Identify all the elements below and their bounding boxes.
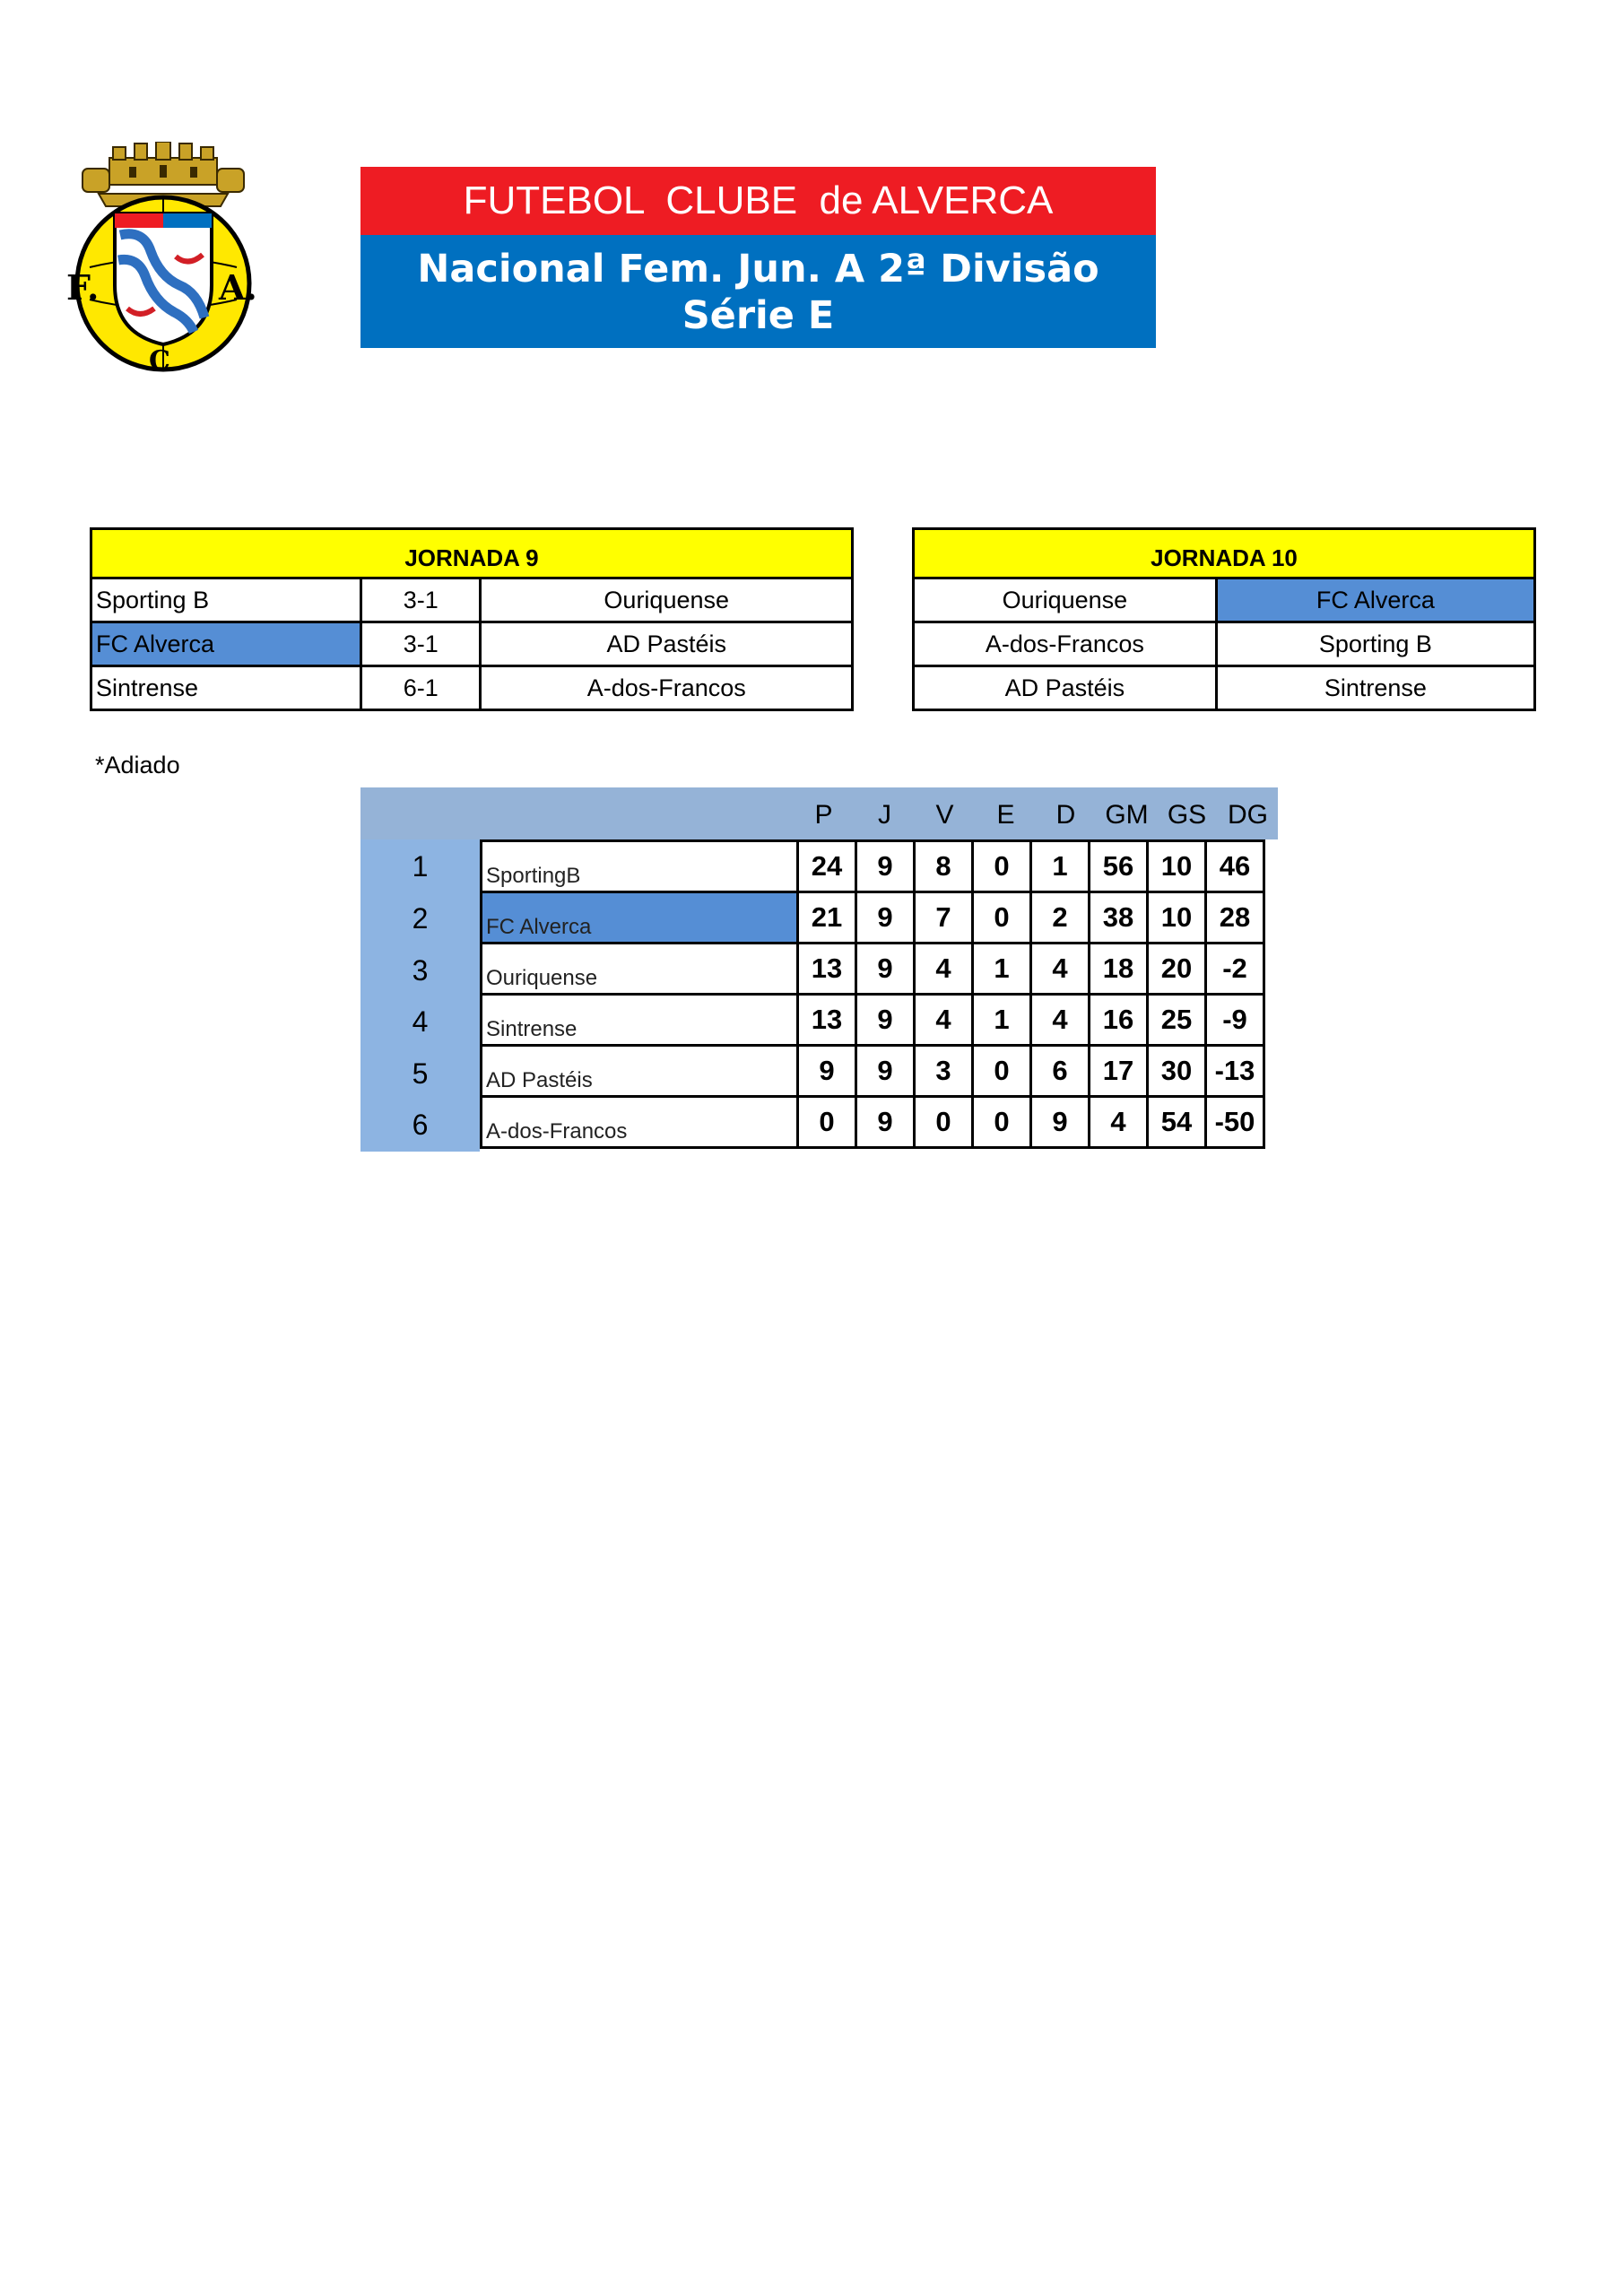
goals-for: 18: [1090, 944, 1148, 995]
away-team: Sintrense: [1216, 666, 1534, 710]
wins: 8: [915, 841, 973, 892]
losses: 9: [1031, 1097, 1090, 1148]
column-header-e: E: [996, 800, 1015, 830]
jornada-10-table: [912, 527, 1536, 711]
goals-against: 25: [1148, 995, 1206, 1046]
losses: 4: [1031, 995, 1090, 1046]
rank-4: 4: [412, 1005, 429, 1038]
fixture-row: [914, 622, 1535, 666]
goals-against: 10: [1148, 841, 1206, 892]
home-team: Sporting B: [91, 578, 361, 622]
points: 13: [798, 944, 856, 995]
played: 9: [856, 1097, 915, 1148]
draws: 1: [973, 944, 1031, 995]
rank-2: 2: [412, 902, 429, 935]
losses: 4: [1031, 944, 1090, 995]
losses: 1: [1031, 841, 1090, 892]
series-name: Série E: [682, 293, 835, 338]
home-team: AD Pastéis: [914, 666, 1217, 710]
match-score: 3-1: [361, 622, 481, 666]
goal-difference: 46: [1206, 841, 1264, 892]
match-row: [91, 622, 853, 666]
rank-6: 6: [412, 1109, 429, 1141]
wins: 4: [915, 995, 973, 1046]
points: 21: [798, 892, 856, 944]
column-header-dg: DG: [1228, 800, 1268, 830]
points: 24: [798, 841, 856, 892]
wins: 7: [915, 892, 973, 944]
draws: 0: [973, 892, 1031, 944]
losses: 6: [1031, 1046, 1090, 1097]
team-name: Ouriquense: [482, 944, 798, 995]
draws: 0: [973, 841, 1031, 892]
goal-difference: 28: [1206, 892, 1264, 944]
home-team: Ouriquense: [914, 578, 1217, 622]
points: 0: [798, 1097, 856, 1148]
standings-grid: [480, 839, 1265, 1149]
goals-for: 38: [1090, 892, 1148, 944]
jornada-10-title: JORNADA 10: [914, 529, 1535, 578]
draws: 0: [973, 1097, 1031, 1148]
goals-against: 10: [1148, 892, 1206, 944]
competition-name: Nacional Fem. Jun. A 2ª Divisão: [417, 247, 1099, 291]
goals-for: 16: [1090, 995, 1148, 1046]
team-name: A-dos-Francos: [482, 1097, 798, 1148]
away-team: FC Alverca: [1216, 578, 1534, 622]
draws: 1: [973, 995, 1031, 1046]
match-score: 6-1: [361, 666, 481, 710]
goal-difference: -9: [1206, 995, 1264, 1046]
standings-rank-column: [360, 839, 480, 1152]
rank-1: 1: [412, 850, 429, 883]
column-header-p: P: [814, 800, 833, 830]
rank-3: 3: [412, 954, 429, 987]
home-team: A-dos-Francos: [914, 622, 1217, 666]
fixture-row: [914, 578, 1535, 622]
jornada-9-title: JORNADA 9: [91, 529, 853, 578]
column-header-v: V: [935, 800, 954, 830]
goals-for: 17: [1090, 1046, 1148, 1097]
goal-difference: -50: [1206, 1097, 1264, 1148]
team-name: AD Pastéis: [482, 1046, 798, 1097]
club-crest-logo: [63, 142, 265, 375]
match-score: 3-1: [361, 578, 481, 622]
home-team: FC Alverca: [91, 622, 361, 666]
competition-block: [360, 235, 1156, 348]
goals-for: 4: [1090, 1097, 1148, 1148]
goals-against: 20: [1148, 944, 1206, 995]
played: 9: [856, 1046, 915, 1097]
crest-letter-a: A.: [219, 267, 257, 308]
match-row: [91, 666, 853, 710]
jornada-9-table: [90, 527, 854, 711]
standings-row: [482, 1097, 1264, 1148]
away-team: Ouriquense: [481, 578, 853, 622]
crest-letter-f: F.: [66, 267, 100, 308]
team-name: SportingB: [482, 841, 798, 892]
goals-for: 56: [1090, 841, 1148, 892]
column-header-gm: GM: [1105, 800, 1149, 830]
played: 9: [856, 892, 915, 944]
home-team: Sintrense: [91, 666, 361, 710]
rank-5: 5: [412, 1057, 429, 1090]
draws: 0: [973, 1046, 1031, 1097]
played: 9: [856, 841, 915, 892]
standings-table: [360, 787, 1278, 1152]
goal-difference: -2: [1206, 944, 1264, 995]
standings-row: [482, 995, 1264, 1046]
standings-row: [482, 1046, 1264, 1097]
goals-against: 54: [1148, 1097, 1206, 1148]
played: 9: [856, 944, 915, 995]
played: 9: [856, 995, 915, 1046]
goal-difference: -13: [1206, 1046, 1264, 1097]
away-team: AD Pastéis: [481, 622, 853, 666]
wins: 0: [915, 1097, 973, 1148]
standings-row: [482, 892, 1264, 944]
column-header-d: D: [1055, 800, 1076, 830]
team-name: Sintrense: [482, 995, 798, 1046]
standings-row: [482, 944, 1264, 995]
away-team: Sporting B: [1216, 622, 1534, 666]
match-row: [91, 578, 853, 622]
postponed-note: *Adiado: [95, 752, 180, 778]
team-name: FC Alverca: [482, 892, 798, 944]
away-team: A-dos-Francos: [481, 666, 853, 710]
crest-letter-c: C: [149, 345, 170, 375]
points: 9: [798, 1046, 856, 1097]
column-header-gs: GS: [1167, 800, 1207, 830]
points: 13: [798, 995, 856, 1046]
fixture-row: [914, 666, 1535, 710]
losses: 2: [1031, 892, 1090, 944]
goals-against: 30: [1148, 1046, 1206, 1097]
title-banner: [360, 167, 1156, 348]
column-header-j: J: [878, 800, 891, 830]
club-name: FUTEBOL CLUBE de ALVERCA: [360, 167, 1156, 235]
wins: 4: [915, 944, 973, 995]
wins: 3: [915, 1046, 973, 1097]
standings-row: [482, 841, 1264, 892]
